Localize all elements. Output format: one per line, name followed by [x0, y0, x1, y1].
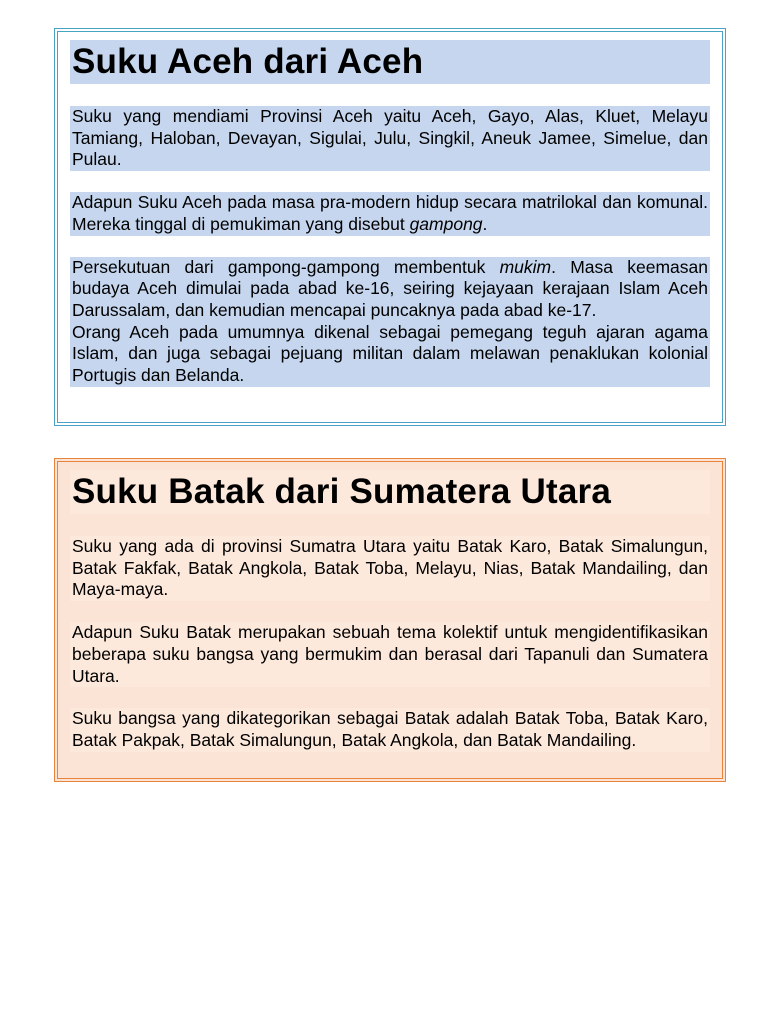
- aceh-paragraph-4: Orang Aceh pada umumnya dikenal sebagai pemegang teguh ajaran agama Islam, dan juga sebagai pejuang militan dalam melawan penaklukan kolonial Portugis dan Belanda.: [72, 321, 708, 386]
- aceh-paragraph-2-text: Adapun Suku Aceh pada masa pra-modern hidup secara matrilokal dan komunal. Mereka tinggal di pemukiman yang disebut: [72, 192, 708, 234]
- batak-paragraph-1: Suku yang ada di provinsi Sumatra Utara yaitu Batak Karo, Batak Simalungun, Batak Fakfak, Batak Angkola, Batak Toba, Melayu, Nias, Batak Mandailing, dan Maya-maya.: [72, 536, 708, 600]
- aceh-paragraph-3: [70, 257, 710, 322]
- aceh-term-mukim: mukim: [499, 256, 552, 277]
- aceh-paragraph-1: Suku yang mendiami Provinsi Aceh yaitu Aceh, Gayo, Alas, Kluet, Melayu Tamiang, Haloban, Devayan, Sigulai, Julu, Singkil, Aneuk Jamee, Simelue, dan Pulau.: [72, 106, 708, 170]
- batak-paragraph-3: Suku bangsa yang dikategorikan sebagai Batak adalah Batak Toba, Batak Karo, Batak Pakpak, Batak Simalungun, Batak Angkola, dan Batak Mandailing.: [72, 708, 708, 750]
- batak-section: [54, 458, 726, 782]
- batak-paragraph-2: Adapun Suku Batak merupakan sebuah tema kolektif untuk mengidentifikasikan beberapa suku bangsa yang bermukim dan berasal dari Tapanuli dan Sumatera Utara.: [72, 622, 708, 686]
- batak-title: Suku Batak dari Sumatera Utara: [70, 470, 710, 514]
- aceh-paragraph-3-end: . Masa keemasan budaya Aceh dimulai pada abad ke-16, seiring kejayaan kerajaan Islam Aceh Darussalam, dan kemudian mencapai puncaknya pada abad ke-17.: [72, 256, 708, 320]
- aceh-paragraph-2-end: .: [482, 213, 488, 234]
- aceh-section: [54, 28, 726, 426]
- aceh-paragraph-3-text: Persekutuan dari gampong-gampong membentuk: [72, 256, 500, 277]
- aceh-paragraph-2: [70, 192, 710, 235]
- aceh-term-gampong: gampong: [409, 213, 483, 234]
- aceh-title: Suku Aceh dari Aceh: [70, 40, 710, 84]
